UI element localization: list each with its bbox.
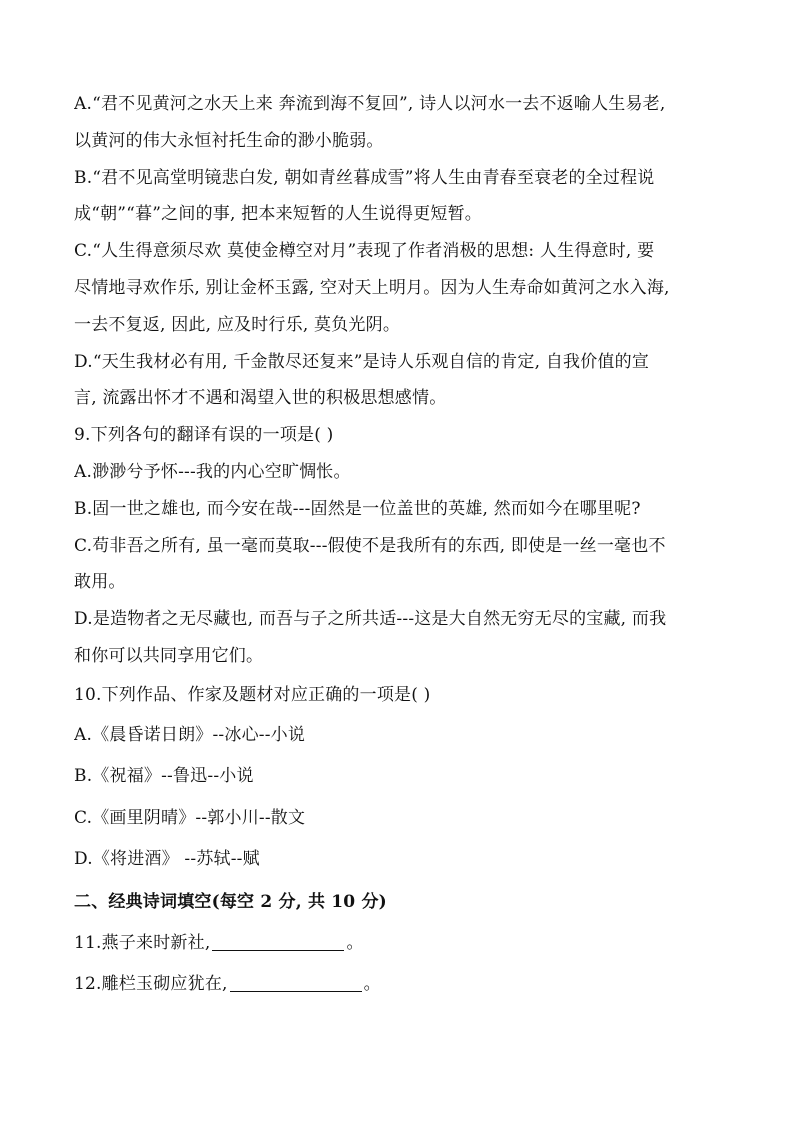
q10-option-d: D.《将进酒》 --苏轼--赋: [74, 849, 260, 870]
q8-option-a-line-1: A.“君不见黄河之水天上来 奔流到海不复回”, 诗人以河水一去不返喻人生易老,: [74, 94, 666, 114]
q12-answer-blank[interactable]: [230, 973, 362, 992]
q8-option-b-line-2: 成“朝”“暮”之间的事, 把本来短暂的人生说得更短暂。: [74, 204, 482, 225]
q10-option-b: B.《祝福》--鲁迅--小说: [74, 766, 254, 787]
q9-option-a: A.渺渺兮予怀---我的内心空旷惆怅。: [74, 461, 351, 482]
q12-end: 。: [363, 974, 381, 995]
q10-option-c: C.《画里阴晴》--郭小川--散文: [74, 807, 306, 828]
q11-text: 11.燕子来时新社,: [74, 932, 211, 953]
q8-option-a-line-2: 以黄河的伟大永恒衬托生命的渺小脆弱。: [74, 130, 384, 151]
q9-option-c-line-1: C.苟非吾之所有, 虽一毫而莫取---假使不是我所有的东西, 即使是一丝一毫也不: [74, 535, 666, 556]
q12-text: 12.雕栏玉砌应犹在,: [74, 974, 228, 995]
q9-option-d-line-2: 和你可以共同享用它们。: [74, 645, 264, 666]
q10-option-a: A.《晨昏诺日朗》--冰心--小说: [74, 724, 306, 745]
q9-option-d-line-1: D.是造物者之无尽藏也, 而吾与子之所共适---这是大自然无穷无尽的宝藏, 而我: [74, 609, 667, 630]
q8-option-c-line-3: 一去不复返, 因此, 应及时行乐, 莫负光阴。: [74, 314, 401, 335]
q8-option-c-line-2: 尽情地寻欢作乐, 别让金杯玉露, 空对天上明月。因为人生寿命如黄河之水入海,: [74, 277, 670, 298]
page-content: [74, 86, 724, 1006]
section-2-heading: 二、经典诗词填空(每空 2 分, 共 10 分): [74, 891, 387, 912]
q9-option-b: B.固一世之雄也, 而今安在哉---固然是一位盖世的英雄, 然而如今在哪里呢?: [74, 498, 641, 519]
q11-line: [74, 923, 724, 965]
q11-answer-blank[interactable]: [212, 932, 344, 951]
question-10: [74, 675, 724, 881]
q8-option-b-line-1: B.“君不见高堂明镜悲白发, 朝如青丝暮成雪”将人生由青春至衰老的全过程说: [74, 167, 655, 188]
q9-stem: 9.下列各句的翻译有误的一项是( ): [74, 425, 334, 446]
section-2: [74, 881, 724, 1006]
q8-option-d-line-2: 言, 流露出怀才不遇和渴望入世的积极思想感情。: [74, 388, 447, 409]
q9-option-c-line-2: 敢用。: [74, 572, 126, 593]
q10-stem: 10.下列作品、作家及题材对应正确的一项是( ): [74, 684, 431, 705]
q8-option-c-line-1: C.“人生得意须尽欢 莫使金樽空对月”表现了作者消极的思想: 人生得意时, 要: [74, 241, 655, 262]
question-9: [74, 417, 724, 675]
question-8-options: [74, 86, 724, 417]
q8-option-d-line-1: D.“天生我材必有用, 千金散尽还复来”是诗人乐观自信的肯定, 自我价值的宣: [74, 351, 650, 372]
q11-end: 。: [346, 932, 364, 953]
q12-line: [74, 964, 724, 1006]
